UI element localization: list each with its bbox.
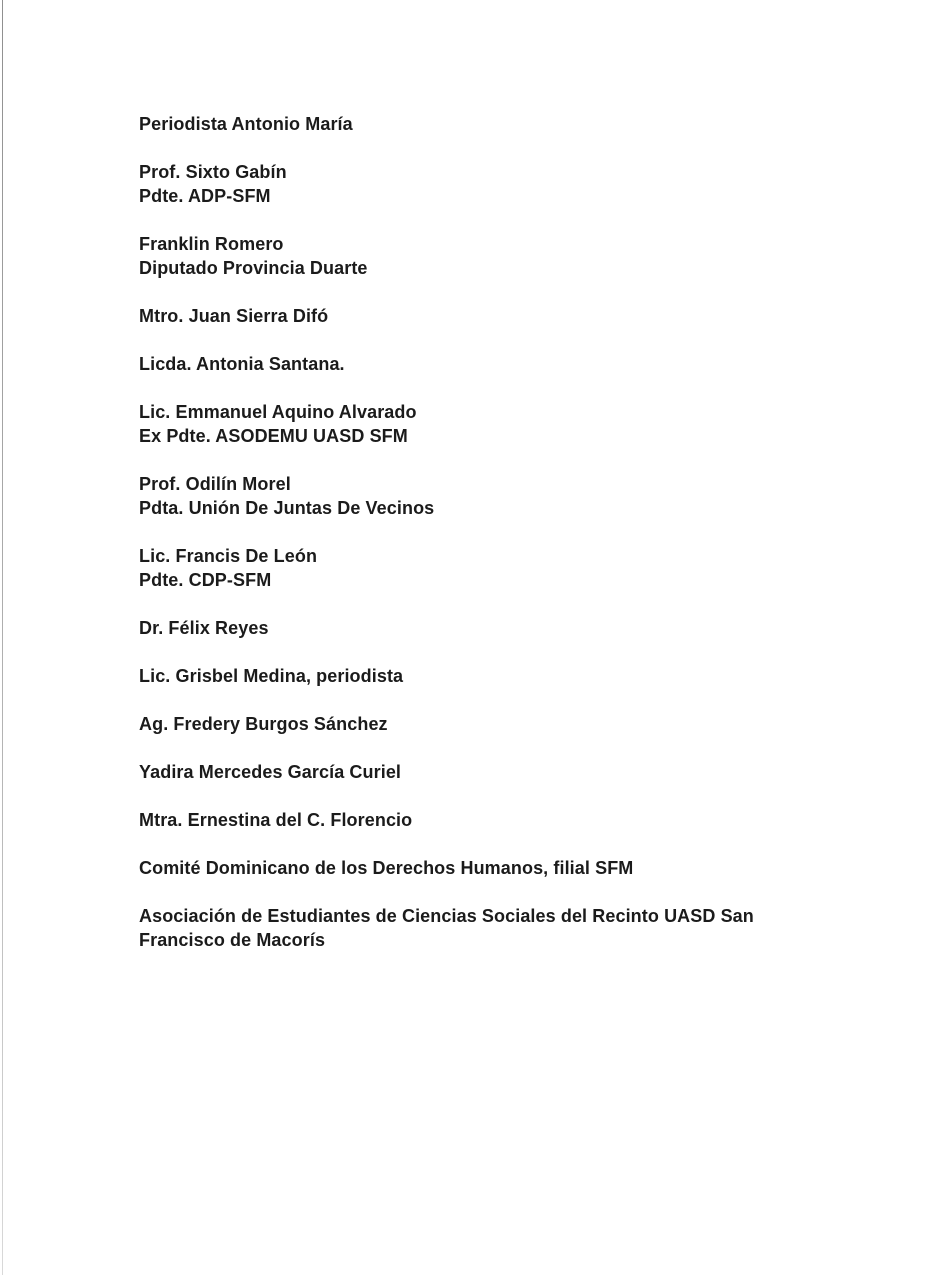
signatory-line: Lic. Francis De León [139,546,318,566]
signatory-line: Ag. Fredery Burgos Sánchez [139,714,388,734]
signatory-line: Mtra. Ernestina del C. Florencio [139,810,413,830]
signatory-line: Ex Pdte. ASODEMU UASD SFM [139,426,408,446]
signatory-line: Dr. Félix Reyes [139,618,269,638]
signatory-entry [139,760,879,784]
signatories-list [139,112,879,976]
signatory-entry [139,544,879,592]
signatory-line: Pdte. ADP-SFM [139,186,271,206]
signatory-line: Franklin Romero [139,234,284,254]
signatory-line: Asociación de Estudiantes de Ciencias Sociales del Recinto UASD San [139,906,754,926]
signatory-line: Francisco de Macorís [139,930,326,950]
signatory-entry [139,616,879,640]
signatory-line: Lic. Emmanuel Aquino Alvarado [139,402,417,422]
signatory-line: Prof. Odilín Morel [139,474,291,494]
signatory-entry [139,352,879,376]
signatory-line: Pdte. CDP-SFM [139,570,272,590]
signatory-line: Comité Dominicano de los Derechos Humanos, filial SFM [139,858,634,878]
signatory-line: Licda. Antonia Santana. [139,354,345,374]
signatory-entry [139,400,879,448]
signatory-entry [139,472,879,520]
signatory-line: Diputado Provincia Duarte [139,258,368,278]
signatory-entry [139,808,879,832]
signatory-entry [139,856,879,880]
signatory-entry [139,160,879,208]
signatory-entry [139,712,879,736]
page-edge-line [2,0,3,1275]
signatory-line: Yadira Mercedes García Curiel [139,762,402,782]
signatory-line: Periodista Antonio María [139,114,353,134]
signatory-line: Pdta. Unión De Juntas De Vecinos [139,498,435,518]
signatory-line: Prof. Sixto Gabín [139,162,287,182]
signatory-entry [139,112,879,136]
signatory-entry [139,664,879,688]
signatory-line: Mtro. Juan Sierra Difó [139,306,329,326]
signatory-entry [139,304,879,328]
signatory-entry [139,904,879,952]
signatory-line: Lic. Grisbel Medina, periodista [139,666,404,686]
signatory-entry [139,232,879,280]
